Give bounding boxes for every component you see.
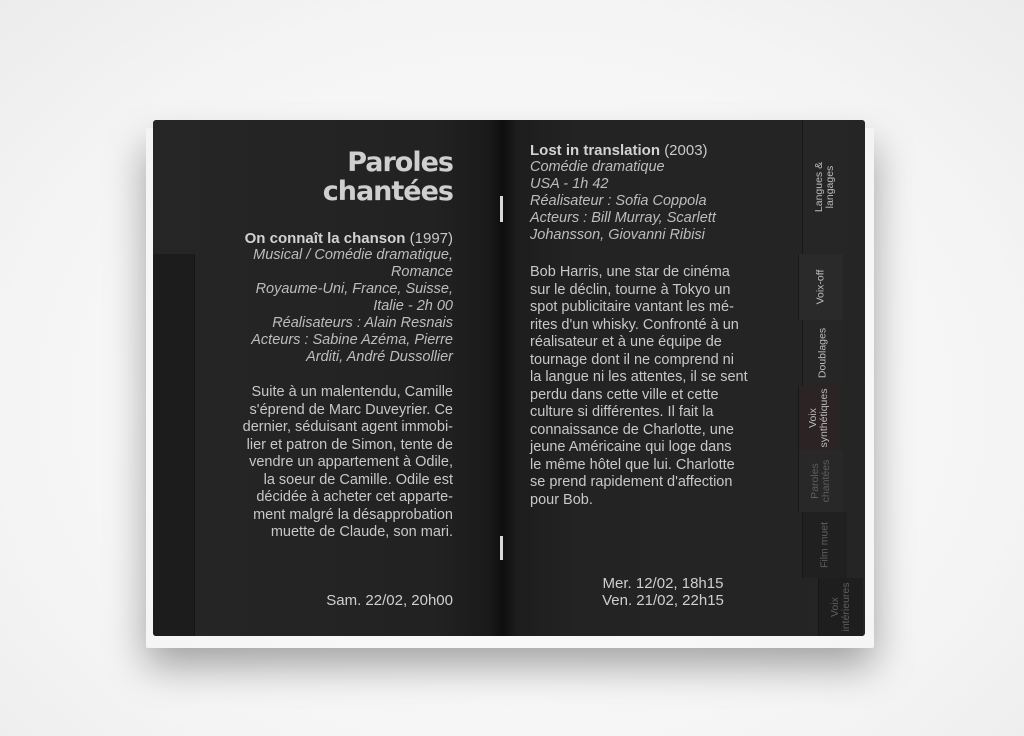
left-page — [153, 120, 503, 636]
synopsis-line: la soeur de Camille. Odile est — [263, 471, 453, 488]
meta-line: Acteurs : Sabine Azéma, Pierre — [251, 332, 453, 348]
film-year: (2003) — [664, 142, 708, 159]
tab-label: Doublages — [816, 327, 829, 379]
section-title-line: chantées — [322, 176, 453, 207]
synopsis-line: se prend rapidement d'affection — [530, 474, 733, 490]
tab-paroles-chantees[interactable] — [798, 450, 843, 512]
synopsis-line: connaissance de Charlotte, une — [530, 421, 734, 438]
tab-label: Film muet — [818, 521, 831, 569]
section-index-tabs — [795, 120, 865, 636]
synopsis-line: sur le déclin, tourne à Tokyo un — [530, 281, 731, 298]
tab-film-muet[interactable] — [802, 512, 847, 578]
tab-label: Langues & langages — [813, 161, 836, 213]
synopsis-line: rites d'un whisky. Confronté à un — [530, 316, 739, 333]
film-entry-right — [530, 142, 800, 509]
tab-voix-interieures[interactable] — [818, 578, 863, 636]
tab-langues-langages[interactable] — [802, 120, 847, 254]
screening-date: Ven. 21/02, 22h15 — [602, 592, 724, 609]
film-synopsis — [163, 384, 453, 542]
synopsis-line: Suite à un malentendu, Camille — [251, 384, 453, 400]
section-title — [323, 148, 453, 206]
film-meta — [163, 247, 453, 366]
screening-date: Mer. 12/02, 18h15 — [602, 575, 724, 592]
film-synopsis — [530, 264, 800, 509]
tab-label: Voix intérieures — [829, 582, 852, 632]
synopsis-line: tournage dont il ne comprend ni — [530, 351, 734, 368]
synopsis-line: lier et patron de Simon, tente de — [246, 436, 453, 453]
synopsis-line: le même hôtel que lui. Charlotte — [530, 456, 735, 473]
film-year: (1997) — [409, 230, 453, 247]
synopsis-line: spot publicitaire vantant les mé- — [530, 299, 734, 315]
right-page — [503, 120, 865, 636]
film-title-name: Lost in translation — [530, 142, 661, 159]
screening-dates — [326, 592, 453, 609]
synopsis-line: décidée à acheter cet apparte- — [256, 489, 453, 505]
synopsis-line: culture si différentes. Il fait la — [530, 404, 714, 420]
synopsis-line: la langue ni les attentes, il se sent — [530, 369, 748, 385]
film-entry-left — [163, 230, 453, 542]
film-meta — [530, 159, 800, 244]
meta-line: USA - 1h 42 — [530, 176, 609, 192]
meta-line: Réalisateurs : Alain Resnais — [272, 315, 453, 331]
synopsis-line: perdu dans cette ville et cette — [530, 386, 719, 403]
screening-dates — [593, 575, 733, 609]
synopsis-line: s'éprend de Marc Duveyrier. Ce — [249, 401, 453, 418]
section-title-line: Paroles — [347, 147, 453, 178]
meta-line: Réalisateur : Sofia Coppola — [530, 193, 707, 209]
tab-label: Voix synthétiques — [807, 388, 830, 448]
film-title — [530, 142, 800, 159]
meta-line: Musical / Comédie dramatique, — [253, 247, 453, 263]
synopsis-line: jeune Américaine qui loge dans — [530, 439, 732, 455]
synopsis-line: réalisateur et à une équipe de — [530, 334, 722, 350]
synopsis-line: dernier, séduisant agent immobi- — [242, 419, 453, 435]
synopsis-line: ment malgré la désapprobation — [253, 506, 453, 523]
tab-voix-synthetiques[interactable] — [798, 386, 839, 450]
tab-doublages[interactable] — [802, 320, 843, 386]
synopsis-line: muette de Claude, son mari. — [270, 524, 453, 540]
meta-line: Romance — [390, 264, 453, 280]
meta-line: Arditi, André Dussollier — [306, 349, 453, 365]
synopsis-line: Bob Harris, une star de cinéma — [530, 264, 730, 280]
meta-line: Acteurs : Bill Murray, Scarlett — [530, 210, 716, 226]
meta-line: Johansson, Giovanni Ribisi — [530, 227, 705, 243]
meta-line: Royaume-Uni, France, Suisse, — [255, 281, 453, 297]
screening-date: Sam. 22/02, 20h00 — [326, 592, 453, 609]
spine-staple-top — [500, 196, 503, 222]
synopsis-line: vendre un appartement à Odile, — [249, 454, 453, 470]
tab-label: Voix-off — [814, 269, 827, 305]
film-title — [163, 230, 453, 247]
synopsis-line: pour Bob. — [530, 491, 593, 508]
meta-line: Comédie dramatique — [530, 159, 665, 175]
spine-staple-bottom — [500, 536, 503, 560]
tab-label: Paroles chantées — [809, 459, 832, 503]
tab-voix-off[interactable] — [798, 254, 843, 320]
film-title-name: On connaît la chanson — [244, 230, 406, 247]
meta-line: Italie - 2h 00 — [373, 298, 453, 314]
